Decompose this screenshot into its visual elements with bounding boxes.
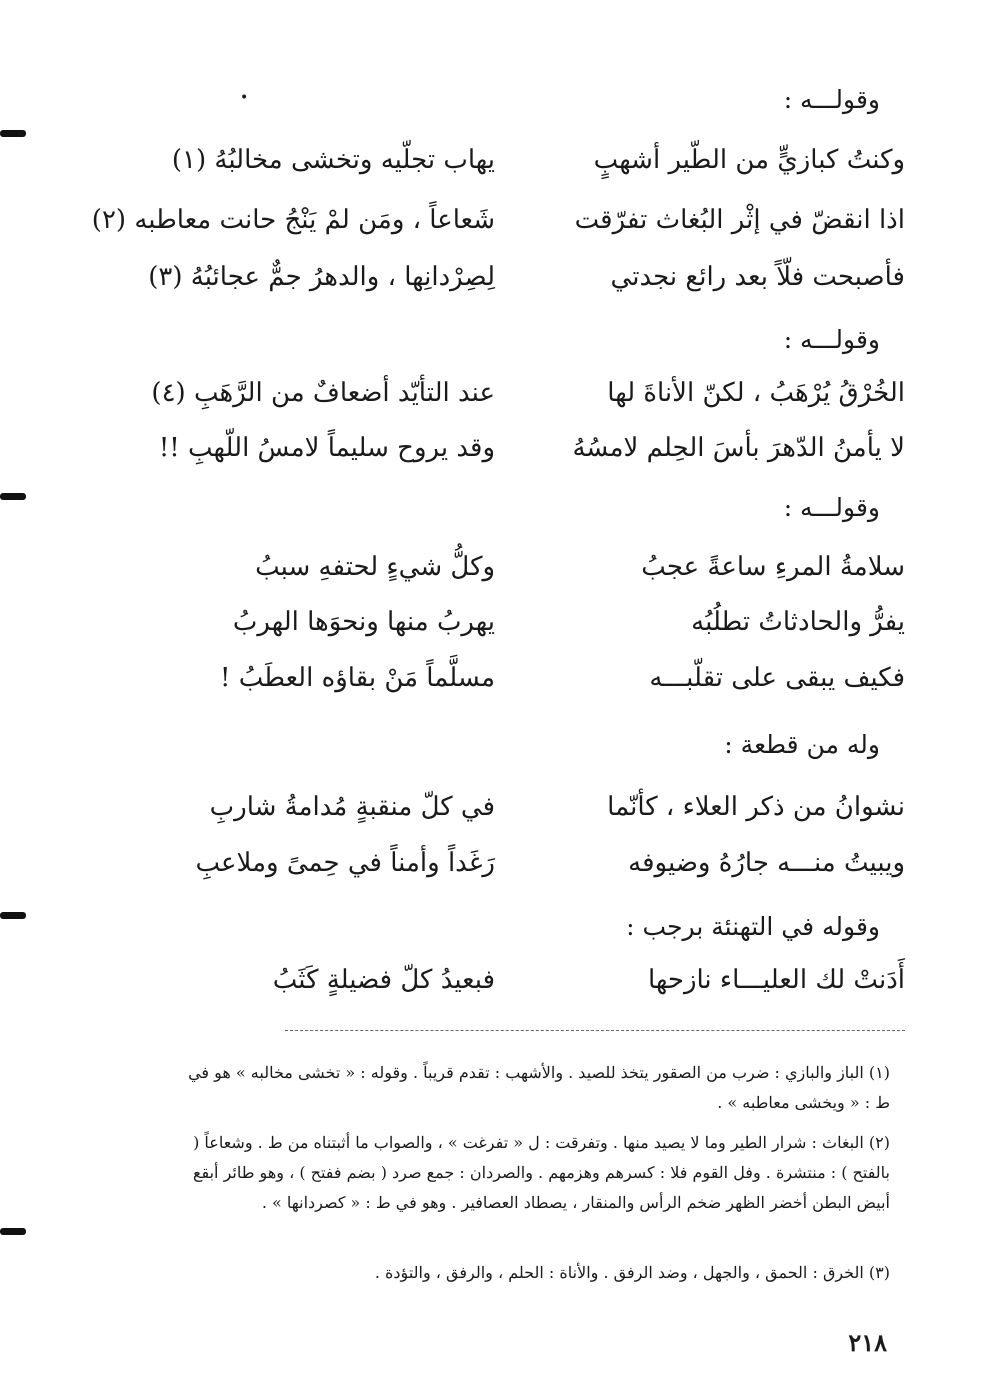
verse-first-hemistich: فأصبحت فلّاً بعد رائع نجدتي <box>610 262 905 292</box>
verse-second-hemistich: شَعاعاً ، ومَن لمْ يَنْجُ حانت معاطبه (٢) <box>91 205 495 235</box>
verse-second-hemistich: يهاب تجلّيه وتخشى مخالبُهُ (١) <box>171 145 495 175</box>
verse-first-hemistich: لا يأمنُ الدّهرَ بأسَ الحِلم لامسُهُ <box>572 433 905 463</box>
verse-second-hemistich: وكلُّ شيءٍ لحتفهِ سببُ <box>255 552 495 582</box>
scan-margin-mark <box>0 1228 26 1235</box>
verse-first-hemistich: فكيف يبقى على تقلّبـــه <box>649 663 905 693</box>
scan-margin-mark <box>0 912 26 919</box>
intro-line: وقوله في التهنئة برجب : <box>626 912 880 941</box>
verse-second-hemistich: في كلّ منقبةٍ مُدامةُ شاربِ <box>209 792 495 822</box>
page-number: ٢١٨ <box>848 1328 887 1357</box>
verse-first-hemistich: أَدَنتْ لك العليـــاء نازحها <box>647 965 905 995</box>
verse-first-hemistich: نشوانُ من ذكر العلاء ، كأنّما <box>607 792 905 822</box>
verse-second-hemistich: مسلَّماً مَنْ بقاؤه العطَبُ ! <box>220 663 495 693</box>
scan-margin-mark <box>0 130 26 137</box>
footnote-separator <box>285 1030 905 1031</box>
verse-second-hemistich: وقد يروح سليماً لامسُ اللّهبِ !! <box>158 433 495 463</box>
ink-speck: • <box>240 90 249 106</box>
verse-first-hemistich: وكنتُ كبازيٍّ من الطّير أشهبٍ <box>593 145 905 175</box>
verse-first-hemistich: الخُرْقُ يُرْهَبُ ، لكنّ الأناةَ لها <box>607 378 905 408</box>
verse-second-hemistich: يهربُ منها ونحوَها الهربُ <box>232 607 495 637</box>
verse-first-hemistich: اذا انقضّ في إثْر البُغاث تفرّقت <box>574 205 905 235</box>
intro-line: وقولـــه : <box>783 325 880 354</box>
verse-second-hemistich: فبعيدُ كلّ فضيلةٍ كَثَبُ <box>272 965 495 995</box>
footnote: (٣) الخرق : الحمق ، والجهل ، وضد الرفق . والأناة : الحلم ، والرفق ، والتؤدة . <box>374 1263 890 1282</box>
intro-line: وقولـــه : <box>783 493 880 522</box>
intro-line: وقولـــه : <box>783 85 880 114</box>
footnote: (٢) البغاث : شرار الطير وما لا يصيد منها . وتفرقت : ل « تفرغت » ، والصواب ما أثبتناه من ط . وشعاعاً ( بالفتح ) : منتشرة . وفل القوم فلا : كسرهم وهزمهم . والصردان : جمع صرد ( بضم ففتح ) ، وهو طائر أبقع أبيض البطن أخضر الظهر ضخم الرأس والمنقار ، يصطاد العصافير . وهو في ط : « كصردانها » . <box>192 1133 890 1212</box>
verse-second-hemistich: رَغَداً وأمناً في حِمىً وملاعبِ <box>195 848 495 878</box>
scan-margin-mark <box>0 493 26 500</box>
footnote: (١) الباز والبازي : ضرب من الصقور يتخذ للصيد . والأشهب : تقدم قريباً . وقوله : « تخشى مخالبه » هو في ط : « ويخشى معاطبه » . <box>188 1063 890 1112</box>
intro-line: وله من قطعة : <box>724 730 880 759</box>
verse-first-hemistich: سلامةُ المرءِ ساعةً عجبُ <box>641 552 905 582</box>
verse-first-hemistich: ويبيتُ منـــه جارُهُ وضيوفه <box>628 848 905 878</box>
verse-first-hemistich: يفرُّ والحادثاتُ تطلُبُه <box>691 607 905 637</box>
verse-second-hemistich: عند التأيّد أضعافٌ من الرَّهَبِ (٤) <box>151 378 495 408</box>
verse-second-hemistich: لِصِرْدانِها ، والدهرُ جمٌّ عجائبُهُ (٣) <box>148 262 495 292</box>
